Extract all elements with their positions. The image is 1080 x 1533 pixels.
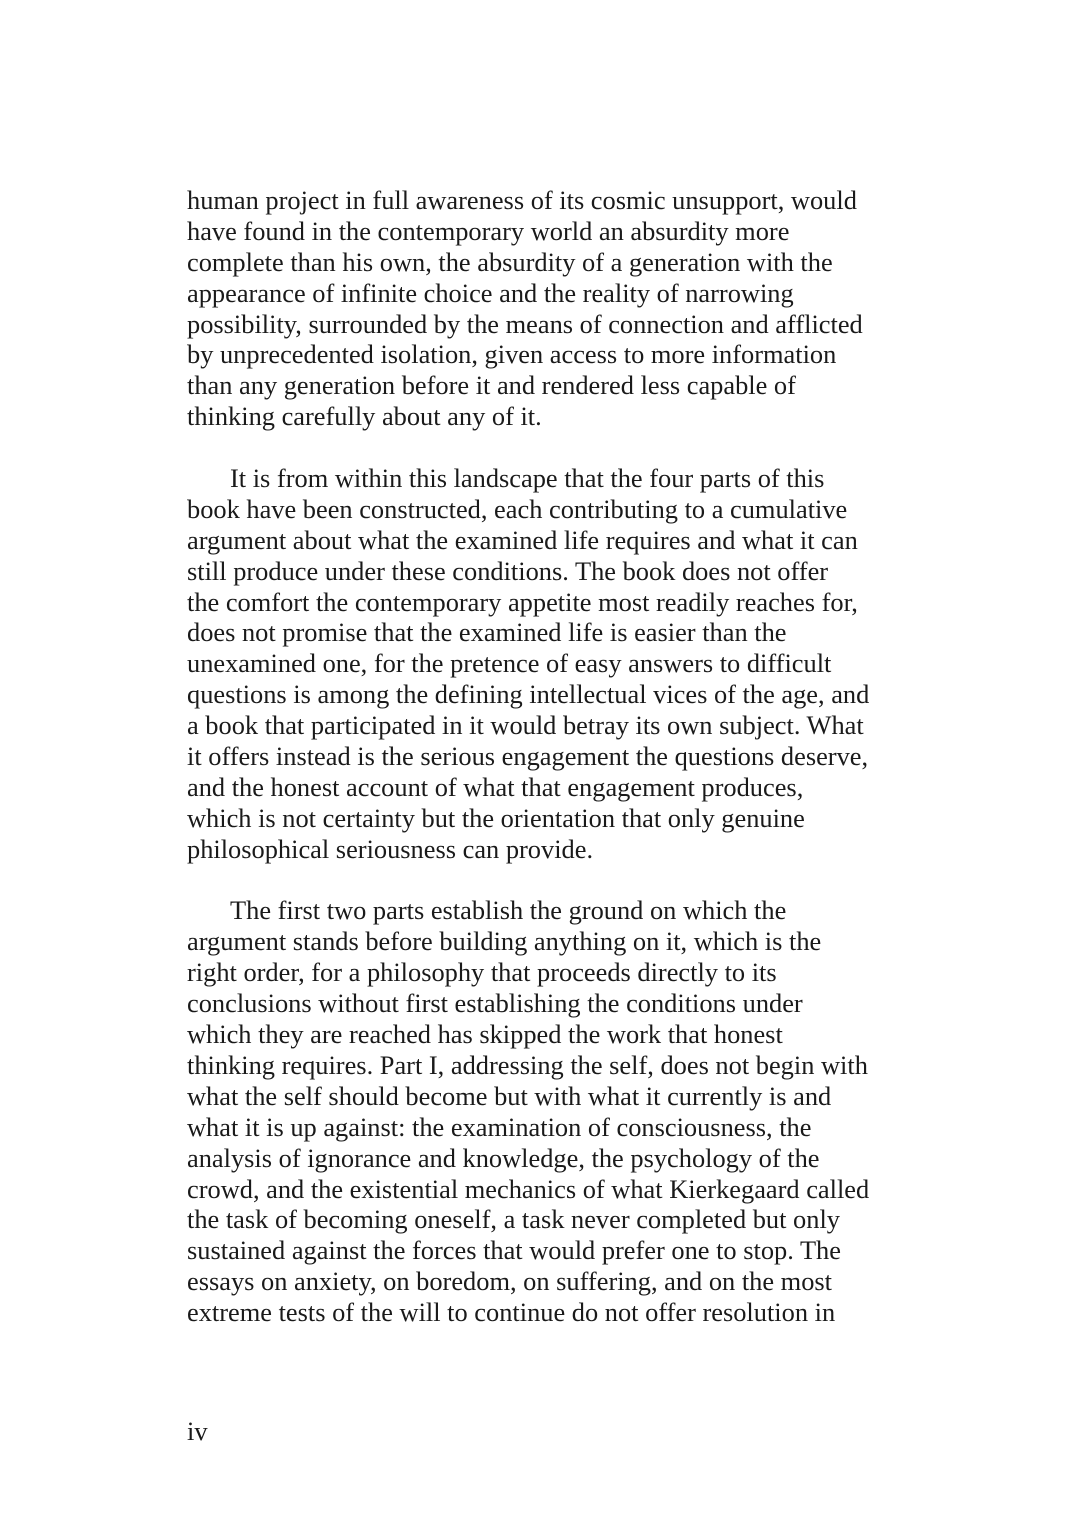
text-line: the comfort the contemporary appetite most readily reaches for,	[187, 586, 858, 617]
text-line: essays on anxiety, on boredom, on suffering, and on the most	[187, 1266, 832, 1297]
text-line: possibility, surrounded by the means of connection and afflicted	[187, 308, 863, 339]
text-line: The first two parts establish the ground on which the	[230, 895, 787, 926]
text-line: analysis of ignorance and knowledge, the psychology of the	[187, 1142, 820, 1173]
text-line: right order, for a philosophy that proceeds directly to its	[187, 957, 777, 988]
body-text	[187, 185, 907, 1328]
text-line: the task of becoming oneself, a task never completed but only	[187, 1204, 840, 1235]
text-line: extreme tests of the will to continue do not offer resolution in	[187, 1297, 836, 1328]
text-line: by unprecedented isolation, given access to more information	[187, 339, 837, 370]
text-line: does not promise that the examined life is easier than the	[187, 617, 787, 648]
text-line: have found in the contemporary world an absurdity more	[187, 215, 790, 246]
text-line: It is from within this landscape that the four parts of this	[230, 463, 825, 494]
text-line: complete than his own, the absurdity of a generation with the	[187, 246, 833, 277]
text-line: sustained against the forces that would prefer one to stop. The	[187, 1235, 841, 1266]
paragraph	[187, 463, 907, 865]
text-line: thinking carefully about any of it.	[187, 401, 542, 432]
text-line: what it is up against: the examination of consciousness, the	[187, 1111, 812, 1142]
text-line: which they are reached has skipped the work that honest	[187, 1019, 783, 1050]
text-line: human project in full awareness of its cosmic unsupport, would	[187, 185, 857, 215]
paragraph	[187, 895, 907, 1327]
text-line: crowd, and the existential mechanics of what Kierkegaard called	[187, 1173, 870, 1204]
text-line: conclusions without first establishing the conditions under	[187, 988, 803, 1019]
text-line: argument stands before building anything on it, which is the	[187, 926, 822, 957]
text-line: which is not certainty but the orientation that only genuine	[187, 802, 805, 833]
paragraph	[187, 185, 907, 432]
text-line: appearance of infinite choice and the reality of narrowing	[187, 277, 794, 308]
text-line: argument about what the examined life requires and what it can	[187, 524, 858, 555]
text-line: unexamined one, for the pretence of easy answers to difficult	[187, 648, 832, 679]
text-line: than any generation before it and rendered less capable of	[187, 370, 796, 401]
text-line: book have been constructed, each contributing to a cumulative	[187, 493, 848, 524]
text-line: thinking requires. Part I, addressing the self, does not begin with	[187, 1049, 868, 1080]
text-line: what the self should become but with what it currently is and	[187, 1080, 832, 1111]
paragraph-gap	[187, 865, 907, 896]
text-line: philosophical seriousness can provide.	[187, 833, 594, 864]
text-line: still produce under these conditions. The book does not offer	[187, 555, 829, 586]
text-line: and the honest account of what that engagement produces,	[187, 771, 804, 802]
text-line: it offers instead is the serious engagement the questions deserve,	[187, 741, 869, 772]
page-number: iv	[187, 1416, 208, 1446]
paragraph-gap	[187, 432, 907, 463]
text-line: questions is among the defining intellectual vices of the age, and	[187, 679, 870, 710]
text-line: a book that participated in it would betray its own subject. What	[187, 710, 864, 741]
